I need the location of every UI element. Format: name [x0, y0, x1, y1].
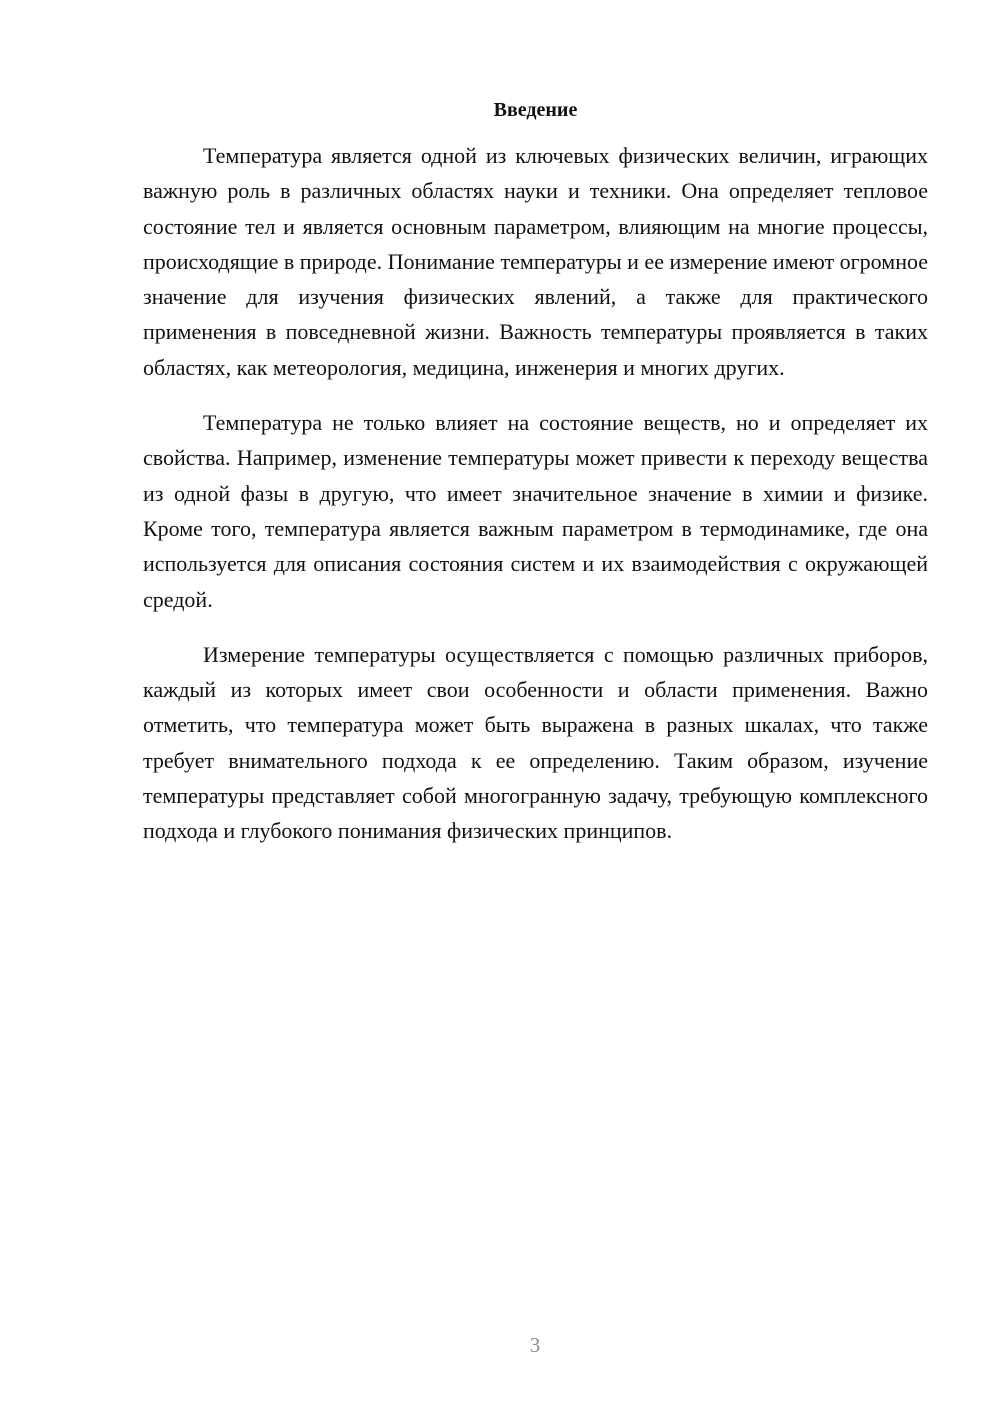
paragraph-2: Температура не только влияет на состояние веществ, но и определяет их свойства. Например, изменение температуры может привести к переходу вещества из одной фазы в другую, что имеет значительное значение в химии и физике. Кроме того, температура является важным параметром в термодинамике, где она используется для описания состояния систем и их взаимодействия с окружающей средой.	[143, 410, 928, 612]
section-title: Введение	[493, 99, 578, 121]
paragraph-1: Температура является одной из ключевых физических величин, играющих важную роль в различных областях науки и техники. Она определяет тепловое состояние тел и является основным параметром, влияющим на многие процессы, происходящие в природе. Понимание температуры и ее измерение имеют огромное значение для изучения физических явлений, а также для практического применения в повседневной жизни. Важность температуры проявляется в таких областях, как метеорология, медицина, инженерия и многих других.	[143, 143, 928, 380]
page-number: 3	[529, 1333, 541, 1357]
paragraph-3: Измерение температуры осуществляется с помощью различных приборов, каждый из которых имеет свои особенности и области применения. Важно отметить, что температура может быть выражена в разных шкалах, что также требует внимательного подхода к ее определению. Таким образом, изучение температуры представляет собой многогранную задачу, требующую комплексного подхода и глубокого понимания физических принципов.	[143, 641, 928, 844]
page-content	[143, 96, 928, 869]
